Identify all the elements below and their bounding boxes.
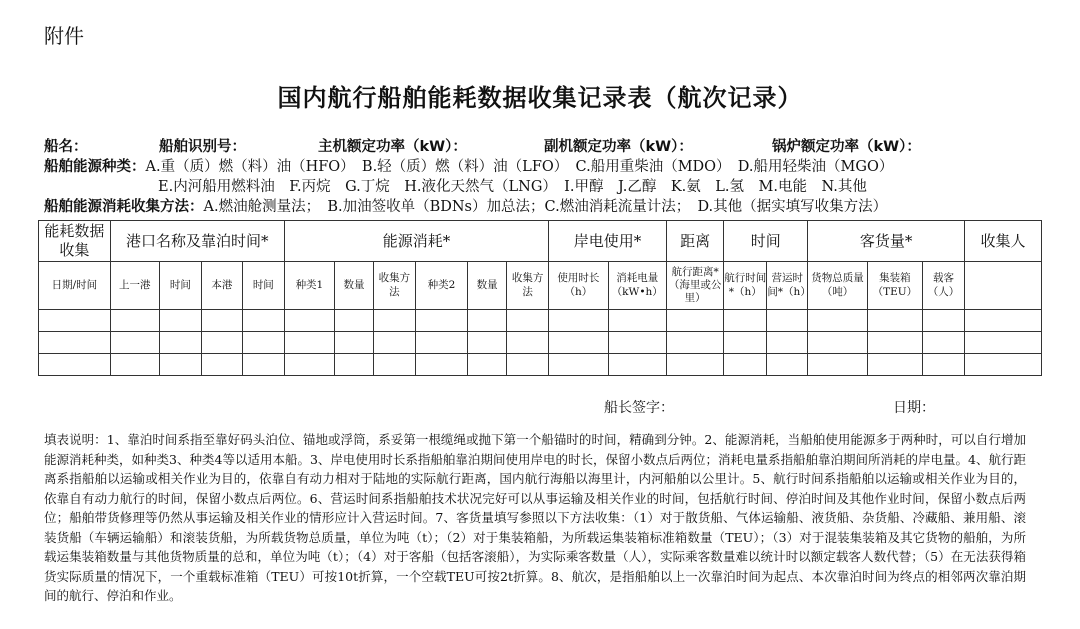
method-label: 船舶能源消耗收集方法： xyxy=(44,199,204,215)
ship-name-label: 船名： xyxy=(44,139,88,155)
page-title: 国内航行船舶能耗数据收集记录表（航次记录） xyxy=(277,84,803,112)
annex-label: 附件 xyxy=(44,24,84,48)
sub-qty2: 数量 xyxy=(468,262,507,310)
sub-shore-energy: 消耗电量（kW•h） xyxy=(608,262,666,310)
ship-id-label: 船舶识别号： xyxy=(159,139,246,155)
col-cargo: 客货量* xyxy=(808,221,965,262)
fuel-type-options-2: E.内河船用燃料油 F.丙烷 G.丁烷 H.液化天然气（LNG） I.甲醇 J.乙醇 K.氨 L.氢 M.电能 N.其他 xyxy=(158,179,867,195)
table-row[interactable] xyxy=(39,310,1042,332)
sub-distance: 航行距离*（海里或公里） xyxy=(666,262,723,310)
sub-op-time: 营运时间*（h） xyxy=(767,262,808,310)
sub-collector-blank xyxy=(965,262,1042,310)
voyage-record-table xyxy=(38,220,1042,376)
date-label: 日期： xyxy=(893,400,935,416)
sub-method2: 收集方法 xyxy=(507,262,549,310)
sub-qty1: 数量 xyxy=(335,262,374,310)
col-port-berth: 港口名称及靠泊时间* xyxy=(110,221,284,262)
main-power-label: 主机额定功率（kW）： xyxy=(318,139,467,155)
sub-this-port: 本港 xyxy=(201,262,242,310)
sub-cargo-mass: 货物总质量（吨） xyxy=(808,262,867,310)
instructions-text: 填表说明：1、靠泊时间系指至靠好码头泊位、锚地或浮筒，系妥第一根缆绳或抛下第一个船锚时的时间，精确到分钟。2、能源消耗，当船舶使用能源多于两种时，可以自行增加能源消耗种类，如种类3、种类4等以适用本船。3、岸电使用时长系指船舶靠泊期间使用岸电的时长，保留小数点后两位；消耗电量系指船舶靠泊期间所消耗的岸电量。4、航行距离系指船舶以运输或相关作业为目的，依靠自有动力相对于陆地的实际航行距离，国内航行海船以海里计，内河船舶以公里计。5、航行时间系指船舶以运输或相关作业为目的，依靠自有动力航行的时间，保留小数点后两位。6、营运时间系指船舶技术状况完好可以从事运输及相关作业的时间，包括航行时间、停泊时间及其他作业时间，保留小数点后两位；船舶带货修理等仍然从事运输及相关作业的情形应计入营运时间。7、客货量填写参照以下方法收集：（1）对于散货船、气体运输船、液货船、杂货船、冷藏船、兼用船、滚装货船（车辆运输船）和滚装货船，为所载货物总质量，单位为吨（t）；（2）对于集装箱船，为所载运集装箱标准箱数量（TEU）；（3）对于混装集装箱及其它货物的船舶，为所载运集装箱数量与其他货物质量的总和，单位为吨（t）；（4）对于客船（包括客滚船），为实际乘客数量（人），实际乘客数量难以统计时以额定载客人数代替；（5）在无法获得箱货实际质量的情况下，一个重载标准箱（TEU）可按10t折算，一个空载TEU可按2t折算。8、航次，是指船舶以上一次靠泊时间为起点、本次靠泊时间为终点的相邻两次靠泊期间的航行、停泊和作业。 xyxy=(44,432,1026,603)
sub-prev-time: 时间 xyxy=(159,262,201,310)
sub-shore-hours: 使用时长（h） xyxy=(549,262,608,310)
sub-sail-time: 航行时间*（h） xyxy=(724,262,767,310)
method-row xyxy=(44,195,887,216)
col-time: 时间 xyxy=(724,221,808,262)
col-shore-power: 岸电使用* xyxy=(549,221,667,262)
col-energy-data: 能耗数据收集 xyxy=(39,221,111,262)
sub-date-time: 日期/时间 xyxy=(39,262,111,310)
col-energy-consumption: 能源消耗* xyxy=(284,221,548,262)
sub-type1: 种类1 xyxy=(284,262,334,310)
boiler-power-label: 锅炉额定功率（kW）： xyxy=(772,139,921,155)
sub-prev-port: 上一港 xyxy=(110,262,159,310)
col-distance: 距离 xyxy=(666,221,723,262)
sub-method1: 收集方法 xyxy=(373,262,415,310)
table-row[interactable] xyxy=(39,332,1042,354)
fuel-type-options: A.重（质）燃（料）油（HFO） B.轻（质）燃（料）油（LFO） C.船用重柴油（MDO） D.船用轻柴油（MGO） xyxy=(145,159,894,175)
fuel-type-row xyxy=(44,155,893,176)
captain-signature-label: 船长签字： xyxy=(604,400,674,416)
table-row[interactable] xyxy=(39,354,1042,376)
sub-teu: 集装箱（TEU） xyxy=(867,262,922,310)
sub-pax: 载客（人） xyxy=(923,262,965,310)
sub-type2: 种类2 xyxy=(415,262,467,310)
method-options: A.燃油舱测量法； B.加油签收单（BDNs）加总法；C.燃油消耗流量计法； D.其他（据实填写收集方法） xyxy=(203,199,888,215)
aux-power-label: 副机额定功率（kW）： xyxy=(544,139,693,155)
col-collector: 收集人 xyxy=(965,221,1042,262)
sub-this-time: 时间 xyxy=(242,262,284,310)
fuel-type-label: 船舶能源种类： xyxy=(44,159,146,175)
